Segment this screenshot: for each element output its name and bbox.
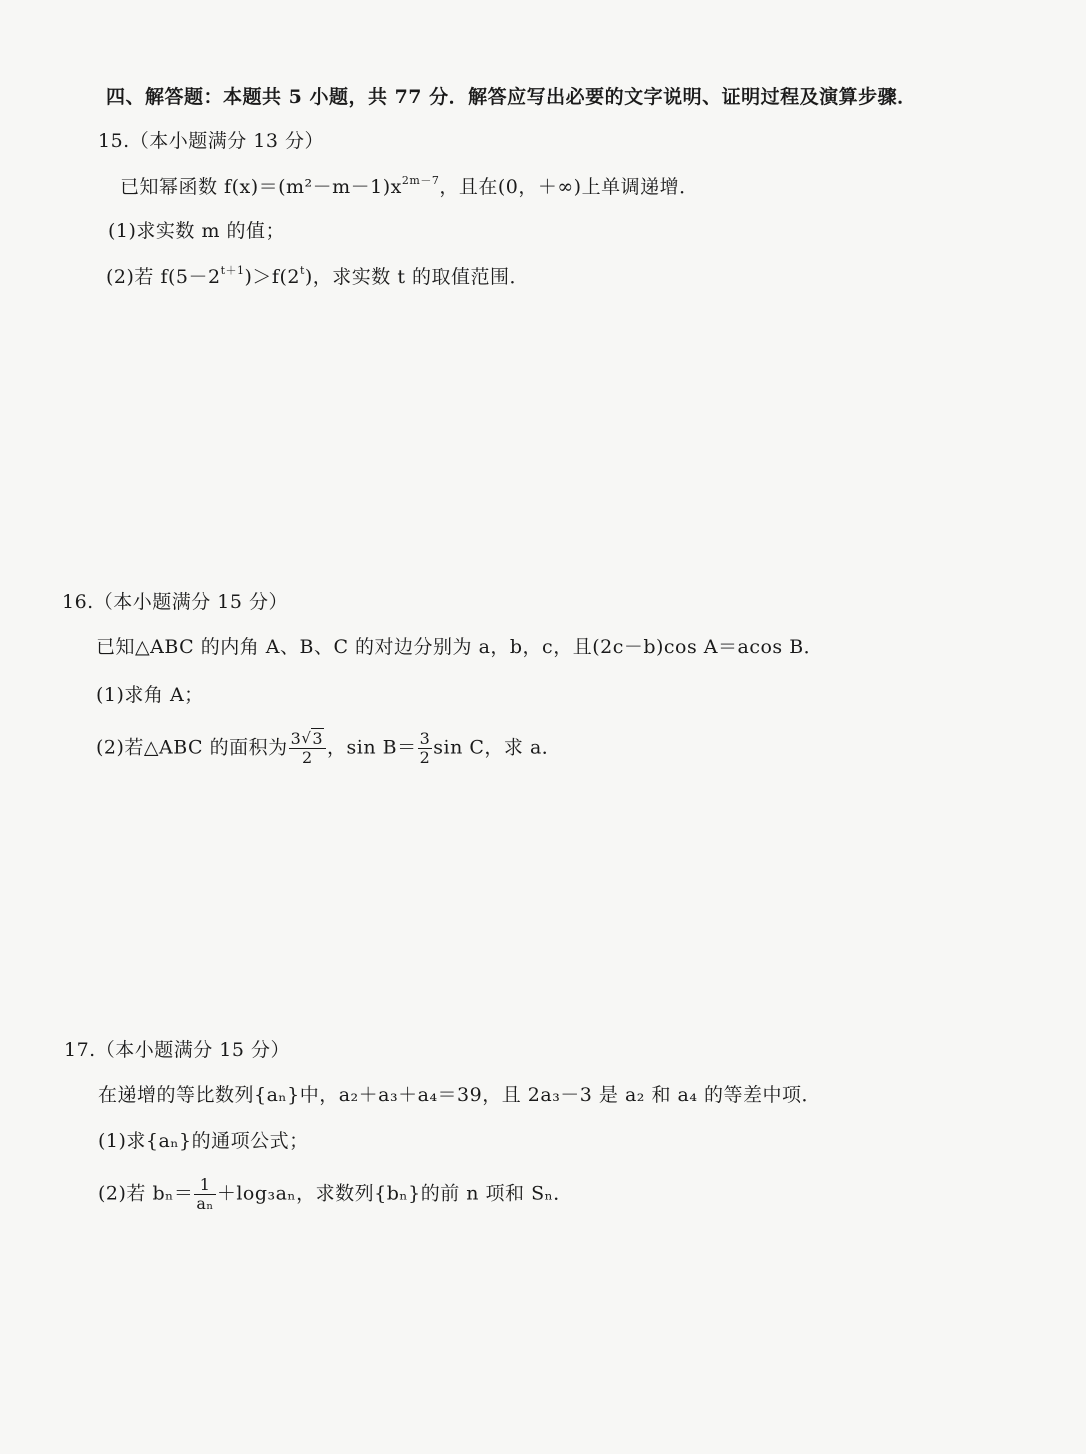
q17-part1: (1)求{aₙ}的通项公式；	[98, 1130, 309, 1152]
q15-stem	[120, 172, 699, 199]
q16-area-fraction	[289, 730, 326, 767]
q17-part2-a: (2)若 bₙ＝	[98, 1182, 194, 1205]
q16-stem: 已知△ABC 的内角 A、B、C 的对边分别为 a，b，c，且(2c－b)cos A＝acos B．	[96, 636, 824, 658]
q15-part2-exp2: t	[299, 264, 305, 277]
q15-stem-exponent: 2m－7	[401, 174, 440, 187]
q16-part2-b: ，sin B＝	[327, 736, 417, 759]
q16-part2	[96, 730, 561, 767]
q15-part1: (1)求实数 m 的值；	[108, 220, 286, 242]
q16-part2-c: sin C，求 a．	[433, 736, 562, 759]
q16-area-radicand: 3	[312, 729, 324, 748]
q16-part1: (1)求角 A；	[96, 684, 204, 706]
q17-title: 17.（本小题满分 15 分）	[64, 1039, 290, 1061]
q16-title: 16.（本小题满分 15 分）	[62, 591, 288, 613]
q16-area-coef: 3	[290, 729, 302, 748]
q15-part2	[106, 262, 529, 289]
q17-stem: 在递增的等比数列{aₙ}中，a₂＋a₃＋a₄＝39，且 2a₃－3 是 a₂ 和 a₄ 的等差中项．	[98, 1084, 821, 1106]
section-heading: 四、解答题：本题共 5 小题，共 77 分．解答应写出必要的文字说明、证明过程及演算步骤．	[106, 86, 917, 108]
q17-fraction	[194, 1176, 215, 1213]
q15-part2-c: )，求实数 t 的取值范围．	[304, 266, 530, 288]
q17-part2-b: ＋log₃aₙ，求数列{bₙ}的前 n 项和 Sₙ．	[216, 1182, 573, 1205]
q15-stem-prefix: 已知幂函数	[120, 176, 225, 198]
q15-part2-exp1: t＋1	[220, 264, 245, 277]
q16-ratio-den: 2	[419, 748, 431, 767]
q15-part2-a: (2)若 f(5－2	[106, 266, 221, 288]
q17-frac-num: 1	[194, 1176, 215, 1195]
q15-stem-condition: ，且在(0，＋∞)上单调递增．	[439, 176, 699, 198]
q16-area-sqrt	[301, 730, 324, 748]
q15-title: 15.（本小题满分 13 分）	[98, 130, 324, 152]
q15-stem-function: f(x)＝(m²－m－1)x	[224, 176, 402, 198]
q16-part2-a: (2)若△ABC 的面积为	[96, 736, 288, 759]
q16-ratio-fraction	[418, 730, 433, 767]
q16-area-den: 2	[301, 748, 313, 767]
q17-frac-den: aₙ	[196, 1194, 214, 1213]
q15-part2-b: )＞f(2	[244, 266, 300, 288]
q16-ratio-num: 3	[419, 729, 431, 748]
q17-part2	[98, 1176, 573, 1213]
